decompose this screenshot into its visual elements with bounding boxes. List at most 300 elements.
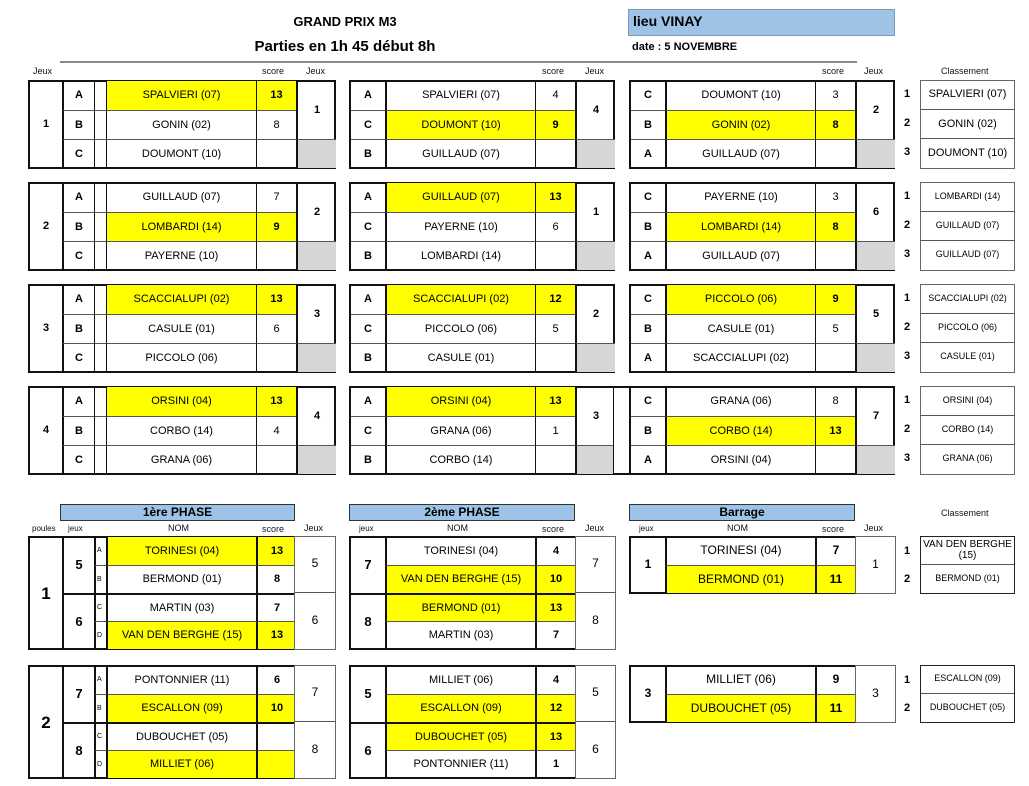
player-name-cell[interactable]: BERMOND (01): [106, 565, 256, 593]
score-cell[interactable]: 4: [535, 81, 575, 110]
score-cell[interactable]: [535, 241, 575, 270]
score-cell[interactable]: 13: [256, 285, 296, 314]
player-name-cell[interactable]: PAYERNE (10): [665, 183, 815, 212]
score-cell[interactable]: 13: [256, 81, 296, 110]
position-cell: C: [351, 212, 385, 241]
score-cell[interactable]: 13: [815, 416, 855, 445]
bye-cell: [296, 343, 336, 372]
phase1-jeux-column: [294, 536, 336, 650]
player-name-cell[interactable]: TORINESI (04): [665, 537, 815, 565]
score-cell[interactable]: 13: [256, 621, 296, 649]
player-name-cell[interactable]: PICCOLO (06): [385, 314, 535, 343]
jeux-cell: 2: [855, 81, 895, 139]
score-cell[interactable]: 6: [535, 212, 575, 241]
position-cell: B: [631, 314, 665, 343]
poule-1-barrage-table: [629, 536, 857, 594]
ranking-entry: VAN DEN BERGHE (15): [923, 539, 1012, 561]
score-cell[interactable]: 1: [535, 416, 575, 445]
ranking-entry: CORBO (14): [921, 415, 1014, 444]
spacer-cell: [94, 314, 106, 343]
jeux-label: Jeux: [304, 523, 324, 533]
score-cell[interactable]: [256, 750, 296, 778]
group-3-ranking: [920, 284, 1015, 373]
player-name-cell[interactable]: SPALVIERI (07): [106, 81, 256, 110]
ranking-entry: DOUMONT (10): [921, 138, 1014, 167]
spacer-cell: [94, 445, 106, 474]
player-name-cell[interactable]: CASULE (01): [665, 314, 815, 343]
score-cell[interactable]: 9: [535, 110, 575, 139]
position-cell: A: [631, 241, 665, 270]
player-name-cell[interactable]: DOUMONT (10): [385, 110, 535, 139]
score-cell[interactable]: 7: [256, 183, 296, 212]
position-cell: C: [644, 191, 652, 204]
header-divider: [60, 61, 857, 63]
position-cell: C: [351, 110, 385, 139]
date-label: date : 5 NOVEMBRE: [632, 41, 738, 53]
jeux-cell: 3: [575, 387, 615, 445]
poule-2-barrage-table: [629, 665, 857, 723]
poule-1-phase1-table: [28, 536, 296, 650]
player-name-cell[interactable]: CORBO (14): [385, 445, 535, 474]
jeux-cell: 5: [311, 556, 319, 571]
score-cell[interactable]: 10: [535, 565, 575, 593]
player-name-cell[interactable]: GONIN (02): [106, 110, 256, 139]
group-3-round3-table: [629, 284, 895, 373]
player-name-cell[interactable]: GRANA (06): [665, 387, 815, 416]
player-name-cell[interactable]: PAYERNE (10): [106, 241, 256, 270]
ranking-entry: LOMBARDI (14): [934, 190, 1001, 201]
rank-number: 3: [903, 452, 911, 464]
score-label: score: [822, 524, 845, 534]
score-cell[interactable]: [256, 139, 296, 168]
score-label: score: [262, 66, 285, 76]
score-cell[interactable]: 13: [535, 593, 575, 621]
player-name-cell[interactable]: DUBOUCHET (05): [385, 722, 535, 750]
jeux-cell: 7: [364, 556, 372, 572]
jeux-cell: 2: [296, 183, 336, 241]
player-name-cell[interactable]: SCACCIALUPI (02): [665, 343, 815, 372]
group-4-round1-table: [28, 386, 336, 475]
score-cell[interactable]: 13: [535, 183, 575, 212]
ranking-entry: GRANA (06): [921, 444, 1014, 473]
score-cell[interactable]: 8: [256, 565, 296, 593]
group-number: 4: [42, 424, 50, 437]
position-cell: B: [62, 416, 94, 445]
jeux-label: jeux: [359, 524, 374, 533]
score-cell[interactable]: 6: [256, 666, 296, 694]
nom-label: NOM: [168, 523, 189, 533]
position-cell: C: [351, 314, 385, 343]
ranking-entry: PICCOLO (06): [921, 313, 1014, 342]
jeux-label: Jeux: [585, 66, 605, 76]
player-name-cell[interactable]: PICCOLO (06): [106, 343, 256, 372]
ranking-entry: GUILLAUD (07): [921, 211, 1014, 240]
score-cell[interactable]: [535, 445, 575, 474]
rank-number: 2: [903, 321, 911, 333]
jeux-cell: 7: [62, 666, 94, 722]
position-cell: B: [351, 241, 385, 270]
score-cell[interactable]: 8: [815, 212, 855, 241]
group-1-round2-table: [349, 80, 615, 169]
player-name-cell[interactable]: LOMBARDI (14): [665, 212, 815, 241]
score-cell[interactable]: 4: [535, 537, 575, 565]
player-name-cell[interactable]: DUBOUCHET (05): [665, 694, 815, 722]
jeux-cell: 4: [575, 81, 615, 139]
score-cell[interactable]: [256, 343, 296, 372]
score-cell[interactable]: 13: [256, 387, 296, 416]
player-name-cell[interactable]: LOMBARDI (14): [106, 212, 256, 241]
rank-number: 1: [903, 545, 911, 557]
spacer-cell: [94, 139, 106, 168]
position-cell: B: [94, 565, 106, 593]
player-name-cell[interactable]: LOMBARDI (14): [385, 241, 535, 270]
poules-label: poules: [32, 524, 56, 533]
player-name-cell[interactable]: CORBO (14): [665, 416, 815, 445]
group-4-ranking: [920, 386, 1015, 475]
score-cell[interactable]: [256, 241, 296, 270]
position-cell: C: [62, 139, 94, 168]
player-name-cell[interactable]: MARTIN (03): [106, 593, 256, 621]
score-cell[interactable]: [815, 343, 855, 372]
player-name-cell[interactable]: GRANA (06): [385, 416, 535, 445]
group-1-round1-table: [28, 80, 336, 169]
position-cell: A: [364, 293, 372, 306]
group-4-round3-table: [629, 386, 895, 475]
group-1-round3-table: [629, 80, 895, 169]
score-cell[interactable]: 9: [256, 212, 296, 241]
score-cell[interactable]: 11: [815, 694, 855, 722]
score-cell[interactable]: 12: [535, 285, 575, 314]
rank-number: 1: [903, 190, 911, 202]
spacer-cell: [94, 343, 106, 372]
group-2-ranking: [920, 182, 1015, 271]
score-cell[interactable]: 13: [535, 722, 575, 750]
ranking-entry: SCACCIALUPI (02): [928, 292, 1007, 303]
player-name-cell[interactable]: GUILLAUD (07): [665, 241, 815, 270]
ranking-entry: CASULE (01): [921, 342, 1014, 371]
rank-number: 2: [903, 423, 911, 435]
position-cell: C: [62, 445, 94, 474]
bye-cell: [296, 241, 336, 270]
jeux-cell: 5: [592, 685, 599, 700]
phase2-jeux-column: [575, 536, 616, 650]
tournament-title: GRAND PRIX M3: [293, 14, 397, 29]
player-name-cell[interactable]: MILLIET (06): [665, 666, 815, 694]
player-name-cell[interactable]: PONTONNIER (11): [385, 750, 535, 778]
player-name-cell[interactable]: GUILLAUD (07): [385, 139, 535, 168]
player-name-cell[interactable]: GONIN (02): [665, 110, 815, 139]
rank-number: 2: [903, 117, 911, 129]
score-label: score: [822, 66, 845, 76]
score-cell[interactable]: 11: [815, 565, 855, 593]
score-cell[interactable]: 13: [535, 387, 575, 416]
barrage-jeux-column: [855, 665, 896, 723]
group-1-ranking: [920, 80, 1015, 169]
classement-label: Classement: [941, 66, 989, 76]
position-cell: C: [62, 241, 94, 270]
score-cell[interactable]: 12: [535, 694, 575, 722]
group-4-round2-table: [349, 386, 615, 475]
score-cell[interactable]: 10: [256, 694, 296, 722]
group-number: 2: [42, 220, 50, 233]
jeux-cell: 1: [644, 557, 652, 572]
player-name-cell[interactable]: DOUMONT (10): [106, 139, 256, 168]
position-cell: B: [631, 110, 665, 139]
position-cell: A: [62, 387, 94, 416]
score-label: score: [262, 524, 285, 534]
phase1-header: 1ère PHASE: [60, 504, 295, 521]
position-cell: A: [364, 89, 372, 102]
position-cell: B: [62, 314, 94, 343]
player-name-cell[interactable]: GUILLAUD (07): [665, 139, 815, 168]
jeux-label: Jeux: [864, 66, 884, 76]
player-name-cell[interactable]: ORSINI (04): [385, 387, 535, 416]
jeux-cell: 8: [62, 722, 94, 778]
group-number: 3: [42, 322, 50, 335]
ranking-entry: ORSINI (04): [942, 394, 993, 405]
player-name-cell[interactable]: VAN DEN BERGHE (15): [385, 565, 535, 593]
position-cell: B: [62, 110, 94, 139]
player-name-cell[interactable]: CASULE (01): [106, 314, 256, 343]
position-cell: C: [94, 593, 106, 621]
player-name-cell[interactable]: GUILLAUD (07): [106, 183, 256, 212]
player-name-cell[interactable]: GUILLAUD (07): [385, 183, 535, 212]
score-cell[interactable]: 8: [256, 110, 296, 139]
position-cell: A: [364, 191, 372, 204]
ranking-entry: GUILLAUD (07): [921, 240, 1014, 269]
jeux-cell: 1: [575, 183, 615, 241]
bye-cell: [855, 445, 895, 474]
rank-number: 3: [903, 350, 911, 362]
jeux-cell: 3: [296, 285, 336, 343]
score-cell[interactable]: 5: [535, 314, 575, 343]
poule-2-ranking: [920, 665, 1015, 723]
position-cell: C: [351, 416, 385, 445]
position-cell: A: [62, 183, 94, 212]
position-cell: D: [94, 750, 106, 778]
jeux-cell: 5: [855, 285, 895, 343]
position-cell: A: [94, 666, 106, 694]
bye-cell: [855, 139, 895, 168]
score-cell[interactable]: [815, 445, 855, 474]
bye-cell: [575, 139, 615, 168]
jeux-label: Jeux: [585, 523, 605, 533]
barrage-header: Barrage: [629, 504, 855, 521]
score-cell[interactable]: 8: [815, 110, 855, 139]
position-cell: B: [94, 694, 106, 722]
rank-number: 1: [903, 394, 911, 406]
score-cell[interactable]: [256, 445, 296, 474]
group-number: 1: [42, 118, 50, 131]
jeux-label: Jeux: [864, 523, 884, 533]
barrage-jeux-column: [855, 536, 896, 594]
jeux-cell: 6: [295, 592, 335, 648]
jeux-label: jeux: [639, 524, 654, 533]
rank-number: 2: [903, 702, 911, 714]
ranking-entry: GONIN (02): [921, 109, 1014, 138]
score-label: score: [542, 66, 565, 76]
spacer-cell: [94, 81, 106, 110]
venue-field[interactable]: lieu VINAY: [628, 9, 895, 36]
rank-number: 2: [903, 219, 911, 231]
jeux-cell: 1: [296, 81, 336, 139]
player-name-cell[interactable]: ORSINI (04): [665, 445, 815, 474]
position-cell: C: [644, 89, 652, 102]
player-name-cell[interactable]: SCACCIALUPI (02): [385, 285, 535, 314]
score-cell[interactable]: [815, 139, 855, 168]
position-cell: A: [631, 445, 665, 474]
ranking-entry: BERMOND (01): [921, 564, 1014, 592]
jeux-cell: 6: [576, 721, 615, 777]
score-cell[interactable]: 3: [815, 183, 855, 212]
player-name-cell[interactable]: DOUMONT (10): [665, 81, 815, 110]
player-name-cell[interactable]: GRANA (06): [106, 445, 256, 474]
player-name-cell[interactable]: PICCOLO (06): [665, 285, 815, 314]
position-cell: A: [62, 81, 94, 110]
jeux-cell: 3: [872, 686, 879, 701]
phase2-header: 2ème PHASE: [349, 504, 575, 521]
position-cell: C: [62, 343, 94, 372]
phase2-jeux-column: [575, 665, 616, 779]
player-name-cell[interactable]: TORINESI (04): [106, 537, 256, 565]
score-cell[interactable]: [256, 722, 296, 750]
bye-cell: [575, 343, 615, 372]
score-cell[interactable]: 5: [815, 314, 855, 343]
poule-2-phase2-table: [349, 665, 577, 779]
score-cell[interactable]: [535, 139, 575, 168]
player-name-cell[interactable]: BERMOND (01): [385, 593, 535, 621]
group-2-round1-table: [28, 182, 336, 271]
player-name-cell[interactable]: SPALVIERI (07): [385, 81, 535, 110]
score-cell[interactable]: 9: [815, 666, 855, 694]
bye-cell: [855, 343, 895, 372]
position-cell: A: [631, 343, 665, 372]
classement-label: Classement: [941, 508, 989, 518]
group-3-round1-table: [28, 284, 336, 373]
rank-number: 1: [903, 292, 911, 304]
player-name-cell[interactable]: MARTIN (03): [385, 621, 535, 649]
position-cell: B: [351, 445, 385, 474]
score-cell[interactable]: 3: [815, 81, 855, 110]
player-name-cell[interactable]: PONTONNIER (11): [106, 666, 256, 694]
position-cell: C: [644, 395, 652, 408]
jeux-label: Jeux: [306, 66, 326, 76]
jeux-cell: 2: [575, 285, 615, 343]
score-cell[interactable]: 9: [815, 285, 855, 314]
tournament-subtitle: Parties en 1h 45 début 8h: [254, 38, 436, 55]
nom-label: NOM: [447, 523, 468, 533]
player-name-cell[interactable]: CASULE (01): [385, 343, 535, 372]
score-cell[interactable]: 4: [535, 666, 575, 694]
position-cell: B: [631, 212, 665, 241]
jeux-cell: 7: [855, 387, 895, 445]
position-cell: B: [631, 416, 665, 445]
separator-column: [613, 386, 631, 475]
player-name-cell[interactable]: VAN DEN BERGHE (15): [106, 621, 256, 649]
score-cell[interactable]: 7: [256, 593, 296, 621]
rank-number: 3: [903, 146, 911, 158]
position-cell: B: [351, 343, 385, 372]
jeux-cell: 3: [644, 686, 652, 701]
bye-cell: [296, 445, 336, 474]
player-name-cell[interactable]: TORINESI (04): [385, 537, 535, 565]
position-cell: A: [62, 285, 94, 314]
score-cell[interactable]: 1: [535, 750, 575, 778]
position-cell: B: [62, 212, 94, 241]
group-2-round2-table: [349, 182, 615, 271]
poule-number: 1: [41, 583, 51, 603]
jeux-cell: 7: [311, 685, 319, 700]
score-cell[interactable]: 7: [535, 621, 575, 649]
spacer-cell: [94, 416, 106, 445]
score-cell[interactable]: 13: [256, 537, 296, 565]
bye-cell: [855, 241, 895, 270]
spacer-cell: [94, 183, 106, 212]
player-name-cell[interactable]: ESCALLON (09): [106, 694, 256, 722]
score-cell[interactable]: 7: [815, 537, 855, 565]
player-name-cell[interactable]: SCACCIALUPI (02): [106, 285, 256, 314]
player-name-cell[interactable]: PAYERNE (10): [385, 212, 535, 241]
ranking-entry: DUBOUCHET (05): [921, 693, 1014, 721]
jeux-label: Jeux: [33, 66, 53, 76]
jeux-cell: 6: [351, 722, 385, 778]
jeux-cell: 4: [296, 387, 336, 445]
bye-cell: [575, 445, 615, 474]
position-cell: D: [94, 621, 106, 649]
player-name-cell[interactable]: ORSINI (04): [106, 387, 256, 416]
player-name-cell[interactable]: MILLIET (06): [385, 666, 535, 694]
position-cell: A: [94, 537, 106, 565]
score-label: score: [542, 524, 565, 534]
position-cell: B: [351, 139, 385, 168]
spacer-cell: [94, 241, 106, 270]
position-cell: A: [364, 395, 372, 408]
position-cell: A: [631, 139, 665, 168]
ranking-entry: ESCALLON (09): [934, 673, 1001, 684]
jeux-cell: 8: [351, 593, 385, 649]
bye-cell: [296, 139, 336, 168]
ranking-entry: SPALVIERI (07): [928, 88, 1007, 101]
score-cell[interactable]: [535, 343, 575, 372]
player-name-cell[interactable]: MILLIET (06): [106, 750, 256, 778]
jeux-label: jeux: [68, 524, 83, 533]
poule-number: 2: [41, 712, 51, 732]
jeux-cell: 8: [295, 721, 335, 777]
score-cell[interactable]: 8: [815, 387, 855, 416]
rank-number: 1: [903, 88, 911, 100]
score-cell[interactable]: 6: [256, 314, 296, 343]
spacer-cell: [94, 212, 106, 241]
player-name-cell[interactable]: ESCALLON (09): [385, 694, 535, 722]
jeux-cell: 1: [872, 557, 879, 572]
poule-2-phase1-table: [28, 665, 296, 779]
rank-number: 3: [903, 248, 911, 260]
nom-label: NOM: [727, 523, 748, 533]
score-cell[interactable]: 4: [256, 416, 296, 445]
score-cell[interactable]: [815, 241, 855, 270]
jeux-cell: 8: [576, 592, 615, 648]
player-name-cell[interactable]: DUBOUCHET (05): [106, 722, 256, 750]
poule-1-ranking: [920, 536, 1015, 594]
jeux-cell: 7: [592, 556, 599, 571]
position-cell: C: [94, 722, 106, 750]
player-name-cell[interactable]: CORBO (14): [106, 416, 256, 445]
phase1-jeux-column: [294, 665, 336, 779]
player-name-cell[interactable]: BERMOND (01): [665, 565, 815, 593]
jeux-cell: 5: [62, 537, 94, 593]
position-cell: C: [644, 293, 652, 306]
spacer-cell: [94, 285, 106, 314]
